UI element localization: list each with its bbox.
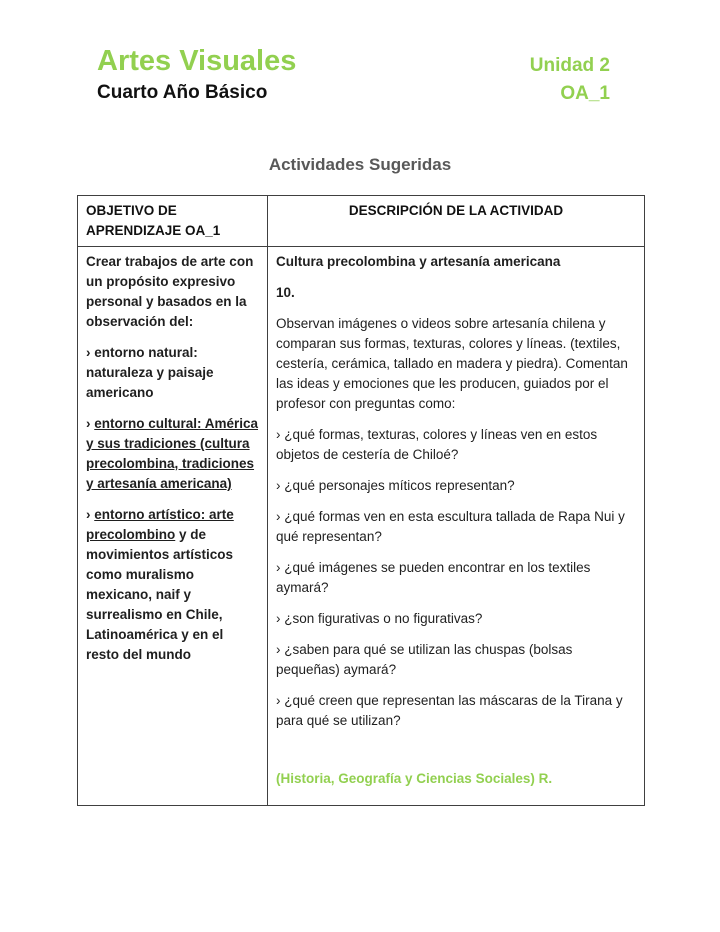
- activity-heading: Cultura precolombina y artesanía americana: [276, 254, 561, 269]
- column-header-objective: OBJETIVO DE APRENDIZAJE OA_1: [78, 196, 268, 247]
- bullet-text-segment: entorno natural: naturaleza y paisaje americano: [86, 345, 214, 400]
- activity-paragraph: Observan imágenes o videos sobre artesanía chilena y comparan sus formas, texturas, colores y líneas. (textiles, cestería, cerámica, tallado en madera y piedra). Comentan las ideas y emociones que les producen, guiados por el profesor con preguntas como:: [276, 316, 628, 411]
- activity-question: › ¿qué personajes míticos representan?: [276, 478, 515, 493]
- header-left: [97, 46, 296, 104]
- bullet-text-segment: entorno cultural: América y sus tradiciones (cultura precolombina, tradiciones y artesanía americana): [86, 416, 259, 491]
- document-title: Artes Visuales: [97, 45, 297, 77]
- bullet-text-segment: entorno artístico: arte precolombino: [86, 507, 234, 542]
- activity-number: 10.: [276, 285, 295, 300]
- bullet-marker: ›: [86, 507, 95, 522]
- activity-question: › ¿qué formas, texturas, colores y líneas ven en estos objetos de cestería de Chiloé?: [276, 427, 598, 462]
- bullet-marker: ›: [86, 345, 95, 360]
- objective-bullet: [86, 343, 259, 403]
- table-body-row: [78, 247, 645, 806]
- document-subtitle: Cuarto Año Básico: [97, 81, 268, 103]
- activity-question: › ¿saben para qué se utilizan las chuspas (bolsas pequeñas) aymará?: [276, 642, 573, 677]
- question-list: [276, 425, 636, 731]
- section-title: Actividades Sugeridas: [268, 155, 452, 174]
- objective-bullet: [86, 505, 259, 665]
- activity-question: › ¿qué creen que representan las máscaras de la Tirana y para qué se utilizan?: [276, 693, 623, 728]
- unit-label: Unidad 2: [529, 55, 610, 76]
- column-header-description: DESCRIPCIÓN DE LA ACTIVIDAD: [268, 196, 645, 247]
- activity-cell: [268, 247, 645, 806]
- objective-intro: Crear trabajos de arte con un propósito expresivo personal y basados en la observación del:: [86, 254, 254, 329]
- objective-cell: [78, 247, 268, 806]
- bullet-text-segment: y de movimientos artísticos como muralismo mexicano, naif y surrealismo en Chile, Latinoamérica y en el resto del mundo: [86, 527, 234, 662]
- bullet-marker: ›: [86, 416, 95, 431]
- activity-question: › ¿qué formas ven en esta escultura tallada de Rapa Nui y qué representan?: [276, 509, 625, 544]
- objective-bullet: [86, 414, 259, 494]
- activity-question: › ¿qué imágenes se pueden encontrar en los textiles aymará?: [276, 560, 591, 595]
- activity-question: › ¿son figurativas o no figurativas?: [276, 611, 483, 626]
- activity-footer: (Historia, Geografía y Ciencias Sociales) R.: [276, 771, 553, 786]
- objective-bullet-list: [86, 343, 259, 665]
- header-right: [530, 52, 610, 108]
- activity-table: [77, 195, 645, 806]
- table-header-row: [78, 196, 645, 247]
- oa-code-label: OA_1: [560, 83, 610, 104]
- document-header: [0, 0, 720, 108]
